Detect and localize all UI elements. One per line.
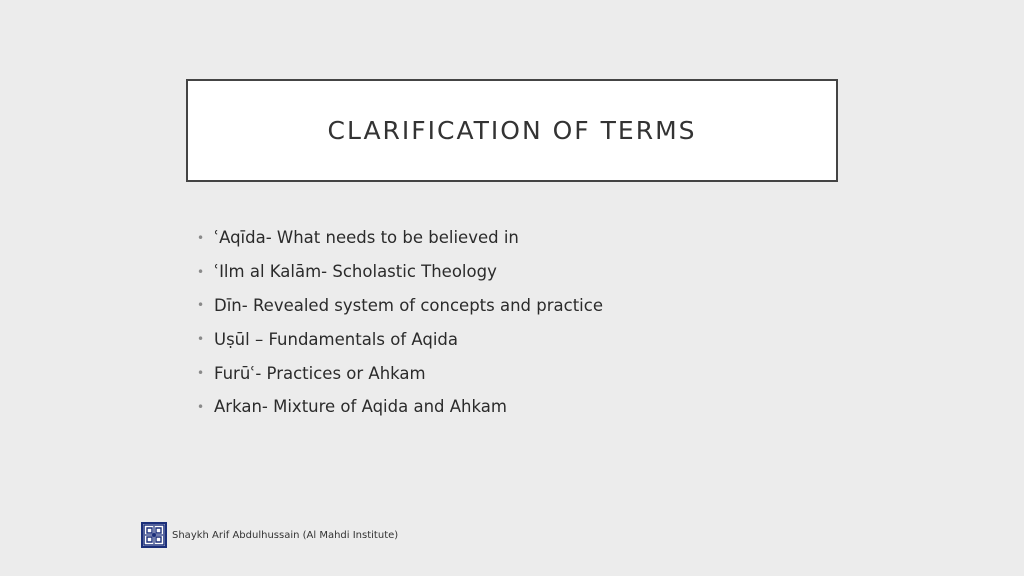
bullet-dot-icon: • <box>197 298 205 313</box>
bullet-item <box>197 390 603 424</box>
bullet-text: ʿIlm al Kalām- Scholastic Theology <box>214 262 497 282</box>
bullet-text: ʿAqīda- What needs to be believed in <box>214 228 519 248</box>
bullet-item <box>197 221 603 255</box>
bullet-item <box>197 356 603 390</box>
footer <box>141 522 398 548</box>
bullet-text: Arkan- Mixture of Aqida and Ahkam <box>214 397 507 417</box>
bullet-item <box>197 255 603 289</box>
bullet-list <box>197 221 603 424</box>
bullet-dot-icon: • <box>197 230 205 245</box>
title-box <box>186 79 838 182</box>
bullet-dot-icon: • <box>197 264 205 279</box>
slide-title: CLARIFICATION OF TERMS <box>327 116 697 145</box>
bullet-dot-icon: • <box>197 399 205 414</box>
footer-text: Shaykh Arif Abdulhussain (Al Mahdi Institute) <box>172 529 399 541</box>
bullet-dot-icon: • <box>197 366 205 381</box>
bullet-item <box>197 289 603 323</box>
bullet-text: Uṣūl – Fundamentals of Aqida <box>214 329 459 349</box>
bullet-text: Dīn- Revealed system of concepts and practice <box>214 295 603 315</box>
bullet-item <box>197 322 603 356</box>
bullet-text: Furūʿ- Practices or Ahkam <box>214 363 426 383</box>
bullet-dot-icon: • <box>197 332 205 347</box>
institute-logo-icon <box>141 522 167 548</box>
institute-logo-pattern-icon <box>143 524 165 546</box>
